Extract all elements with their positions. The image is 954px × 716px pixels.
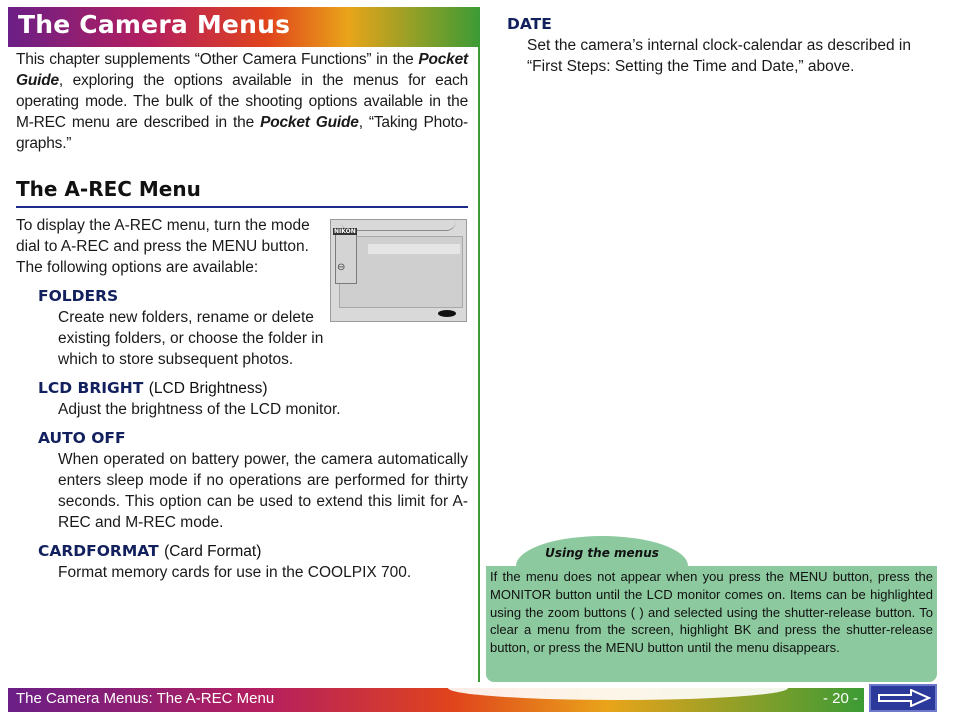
cardformat-description: Format memory cards for use in the COOLPIX 700. <box>58 564 412 581</box>
footer-sweep <box>448 688 788 700</box>
folders-label: FOLDERS <box>38 287 119 305</box>
lcd-bright-description: Adjust the brightness of the LCD monitor. <box>58 401 341 418</box>
tip-title: Using the menus <box>545 546 659 560</box>
cardformat-sublabel: (Card Format) <box>164 543 262 560</box>
page-title: The Camera Menus <box>18 10 291 39</box>
section-heading: The A-REC Menu <box>16 177 468 208</box>
column-divider <box>478 10 480 682</box>
lcd-bright-label-row <box>38 378 468 399</box>
footer-bar <box>8 688 864 712</box>
auto-off-description: When operated on battery power, the camera automatically enters sleep mode if no operations are performed for thirty seconds. This option can be used to extend this limit for A-REC and M-REC mode. <box>58 451 468 531</box>
camera-side-panel <box>335 228 357 284</box>
menu-highlight-bar <box>368 244 460 254</box>
folders-description: Create new folders, rename or delete existing folders, or choose the folder in which to store subsequent photos. <box>58 309 324 368</box>
intro-text-middle: , exploring the options available in the menus for each operating mode. The bulk of the shooting options available in the M-REC menu are described in the <box>16 72 468 131</box>
nikon-logo: NIKON <box>334 228 356 235</box>
pocket-guide-link-1: Pocket Guide <box>16 51 468 89</box>
pocket-guide-link-2: Pocket Guide <box>260 114 359 131</box>
page-number: - 20 - <box>822 690 858 707</box>
menu-item-lcd-bright <box>38 378 468 420</box>
right-arrow-icon <box>877 689 931 707</box>
auto-off-label: AUTO OFF <box>38 429 126 447</box>
button-icon <box>438 310 456 317</box>
camera-top-edge <box>341 220 456 231</box>
lcd-screen <box>339 236 463 308</box>
tip-box: If the menu does not appear when you press the MENU button, press the MONITOR button until the LCD monitor comes on. Items can be highlighted using the zoom buttons ( ) and selected using the shutter-release button. To clear a menu from the screen, highlight BK and press the shutter-release button, or press the MENU button until the menu disappears. <box>486 566 937 682</box>
intro-text-after: , “Taking Photo-graphs.” <box>16 114 469 152</box>
menu-item-auto-off <box>38 428 468 533</box>
title-banner <box>8 7 480 47</box>
menu-item-date <box>507 14 939 77</box>
next-page-button[interactable] <box>869 684 937 712</box>
tip-tab <box>516 536 688 570</box>
date-description: Set the camera’s internal clock-calendar as described in “First Steps: Setting the Time and Date,” above. <box>527 37 911 75</box>
menu-item-cardformat <box>38 541 468 583</box>
intro-paragraph <box>16 49 468 154</box>
cardformat-label: CARDFORMAT <box>38 542 159 560</box>
lcd-bright-label: LCD BRIGHT <box>38 379 144 397</box>
mode-dial-icon: ⊖ <box>337 262 346 273</box>
camera-back-illustration <box>330 219 467 322</box>
cardformat-label-row <box>38 541 468 562</box>
footer-breadcrumb: The Camera Menus: The A-REC Menu <box>16 690 275 707</box>
intro-text-before: This chapter supplements “Other Camera Functions” in the <box>16 51 419 68</box>
menu-item-folders <box>38 286 328 370</box>
date-label: DATE <box>507 15 552 33</box>
arec-intro-paragraph: To display the A-REC menu, turn the mode dial to A-REC and press the MENU button. The following options are available: <box>16 217 310 276</box>
lcd-bright-sublabel: (LCD Brightness) <box>148 380 268 397</box>
